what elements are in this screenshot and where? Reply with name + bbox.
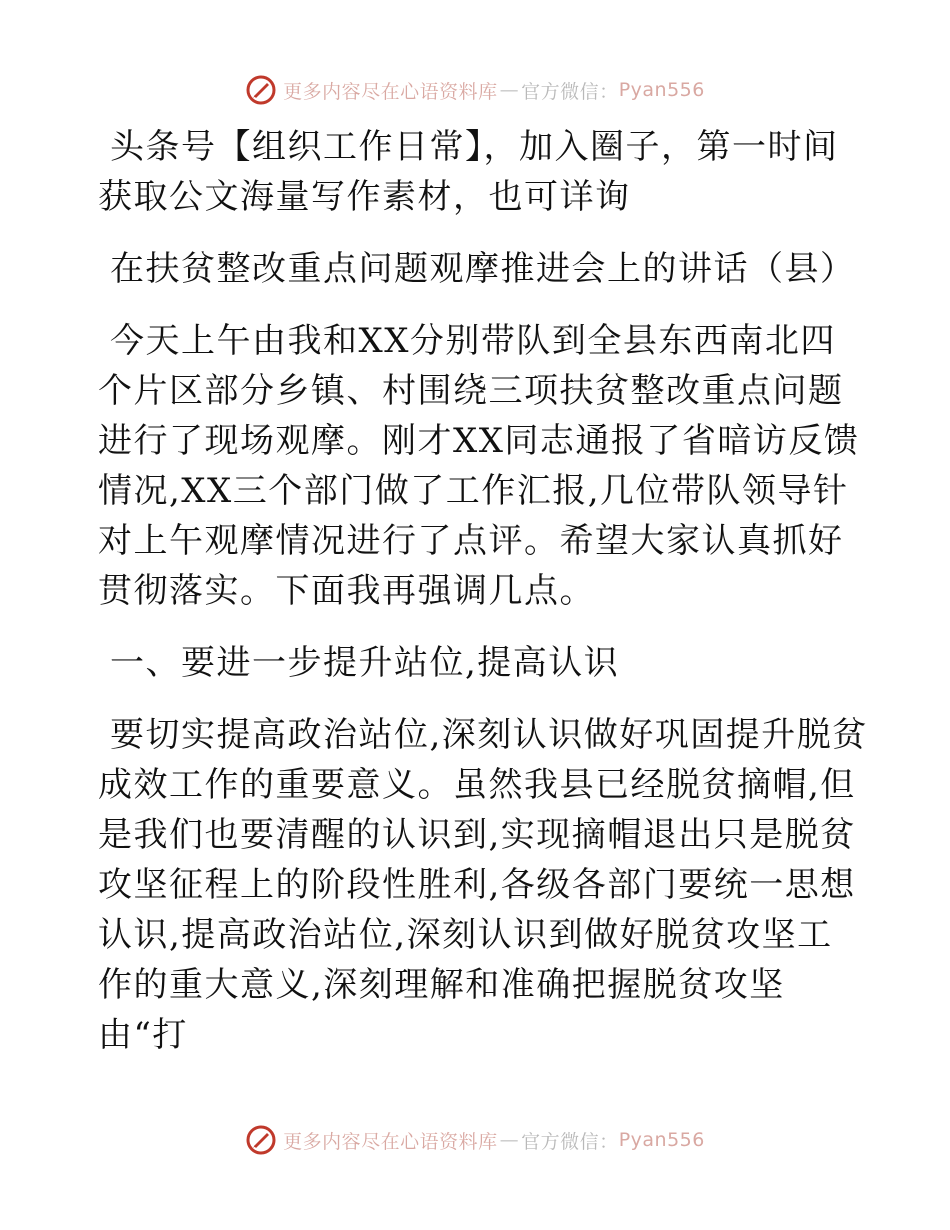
section-heading-1: 一、要进一步提升站位,提高认识 <box>110 643 620 683</box>
watermark-dash: — <box>499 1129 520 1151</box>
document-body <box>98 122 868 1060</box>
watermark-text: 更多内容尽在心语资料库 <box>283 1130 498 1153</box>
quill-seal-icon <box>245 74 277 106</box>
section-1-paragraph: 要切实提高政治站位,深刻认识做好巩固提升脱贫成效工作的重要意义。虽然我县已经脱贫摘帽,但是我们也要清醒的认识到,实现摘帽退出只是脱贫攻坚征程上的阶段性胜利,各级各部门要统一思想认识,提高政治站位,深刻认识到做好脱贫攻坚工作的重大意义,深刻理解和准确把握脱贫攻坚由“打 <box>98 715 868 1055</box>
watermark-footer <box>0 1120 950 1160</box>
watermark-text: 更多内容尽在心语资料库 <box>283 80 498 103</box>
watermark-wechat-id: Pyan556 <box>618 1129 705 1151</box>
watermark-header <box>0 70 950 110</box>
quill-seal-icon <box>245 1124 277 1156</box>
watermark-official-label: 官方微信： <box>521 80 619 103</box>
intro-paragraph: 头条号【组织工作日常】，加入圈子，第一时间获取公文海量写作素材，也可详询 <box>98 127 839 217</box>
watermark-wechat-id: Pyan556 <box>618 79 705 101</box>
watermark-dash: — <box>499 79 520 101</box>
document-title: 在扶贫整改重点问题观摩推进会上的讲话（县） <box>110 249 856 289</box>
watermark-official-label: 官方微信： <box>521 1130 619 1153</box>
opening-paragraph: 今天上午由我和XX分别带队到全县东西南北四个片区部分乡镇、村围绕三项扶贫整改重点问题进行了现场观摩。刚才XX同志通报了省暗访反馈情况,XX三个部门做了工作汇报,几位带队领导针对上午观摩情况进行了点评。希望大家认真抓好贯彻落实。下面我再强调几点。 <box>98 321 860 611</box>
